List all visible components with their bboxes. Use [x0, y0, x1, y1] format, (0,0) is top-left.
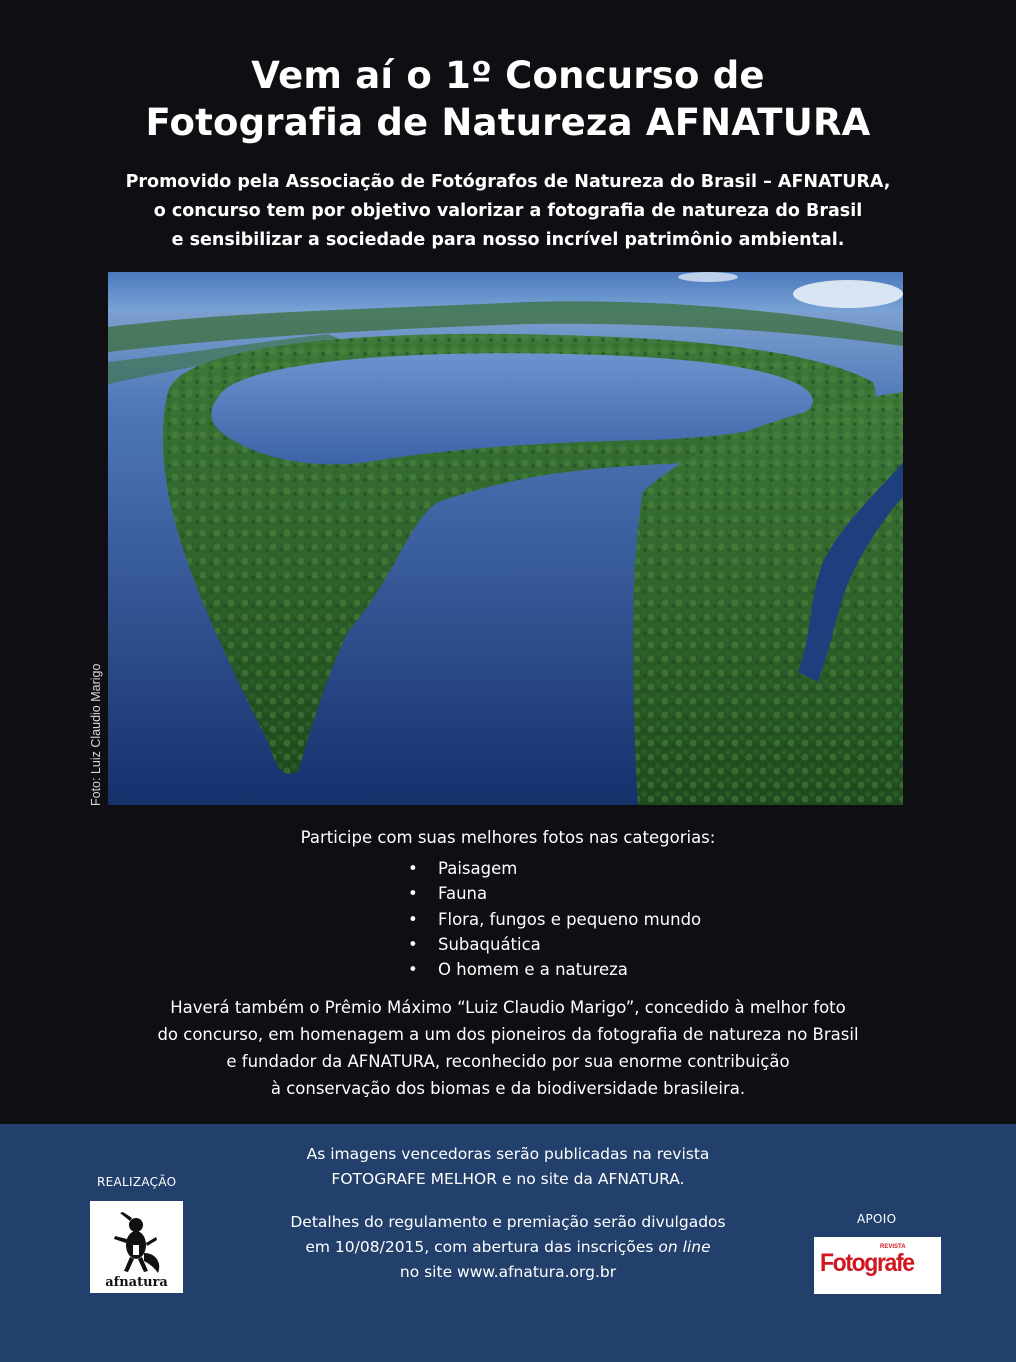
bullet-icon: •	[408, 960, 418, 980]
category-label: Subaquática	[438, 934, 541, 954]
list-item	[408, 907, 701, 932]
details-line-2-text: em 10/08/2015, com abertura das inscrições	[305, 1238, 659, 1256]
intro-line-3: e sensibilizar a sociedade para nosso incrível patrimônio ambiental.	[171, 230, 845, 250]
categories-list	[408, 856, 701, 982]
premio-line-2: do concurso, em homenagem a um dos pioneiros da fotografia de natureza no Brasil	[157, 1025, 859, 1044]
premio-line-4: à conservação dos biomas e da biodiversidade brasileira.	[270, 1079, 746, 1098]
fotografe-logo-text: Fotografe	[820, 1249, 914, 1277]
publish-line-2: FOTOGRAFE MELHOR e no site da AFNATURA.	[331, 1170, 685, 1188]
realizacao-label: REALIZAÇÃO	[97, 1175, 177, 1189]
fotografe-logo[interactable]	[814, 1237, 941, 1294]
title-line-1: Vem aí o 1º Concurso de	[251, 54, 765, 97]
afnatura-logo-text: afnatura	[105, 1275, 168, 1290]
category-label: Paisagem	[438, 859, 518, 878]
intro-paragraph	[0, 168, 1016, 255]
apoio-label: APOIO	[857, 1212, 897, 1226]
list-item	[408, 881, 701, 906]
intro-line-1: Promovido pela Associação de Fotógrafos de Natureza do Brasil – AFNATURA,	[125, 172, 891, 192]
list-item	[408, 957, 701, 982]
bullet-icon: •	[408, 859, 418, 878]
title-line-2: Fotografia de Natureza AFNATURA	[145, 101, 871, 144]
bullet-icon: •	[408, 884, 418, 904]
details-line-1: Detalhes do regulamento e premiação serão divulgados	[290, 1213, 726, 1231]
category-label: Flora, fungos e pequeno mundo	[438, 909, 702, 929]
details-line-3[interactable]: no site www.afnatura.org.br	[399, 1263, 617, 1281]
publish-line-1: As imagens vencedoras serão publicadas na revista	[306, 1145, 710, 1163]
premio-paragraph	[0, 994, 1016, 1102]
premio-line-3: e fundador da AFNATURA, reconhecido por sua enorme contribuição	[226, 1052, 790, 1071]
premio-line-1: Haverá também o Prêmio Máximo “Luiz Claudio Marigo”, concedido à melhor foto	[170, 998, 846, 1017]
list-item	[408, 932, 701, 957]
amazon-river-aerial-photo	[108, 272, 903, 805]
online-emphasis: on line	[658, 1238, 711, 1256]
category-label: O homem e a natureza	[438, 960, 628, 980]
photo-credit: Foto: Luiz Claudio Marigo	[89, 663, 103, 806]
poster-title	[0, 52, 1016, 146]
fotografe-logo-small-text: REVISTA	[880, 1244, 906, 1250]
afnatura-logo[interactable]	[90, 1201, 183, 1293]
categories-intro: Participe com suas melhores fotos nas categorias:	[300, 828, 716, 847]
bullet-icon: •	[408, 934, 418, 954]
category-label: Fauna	[438, 884, 488, 904]
list-item	[408, 856, 701, 881]
bullet-icon: •	[408, 909, 418, 929]
intro-line-2: o concurso tem por objetivo valorizar a fotografia de natureza do Brasil	[153, 201, 863, 221]
